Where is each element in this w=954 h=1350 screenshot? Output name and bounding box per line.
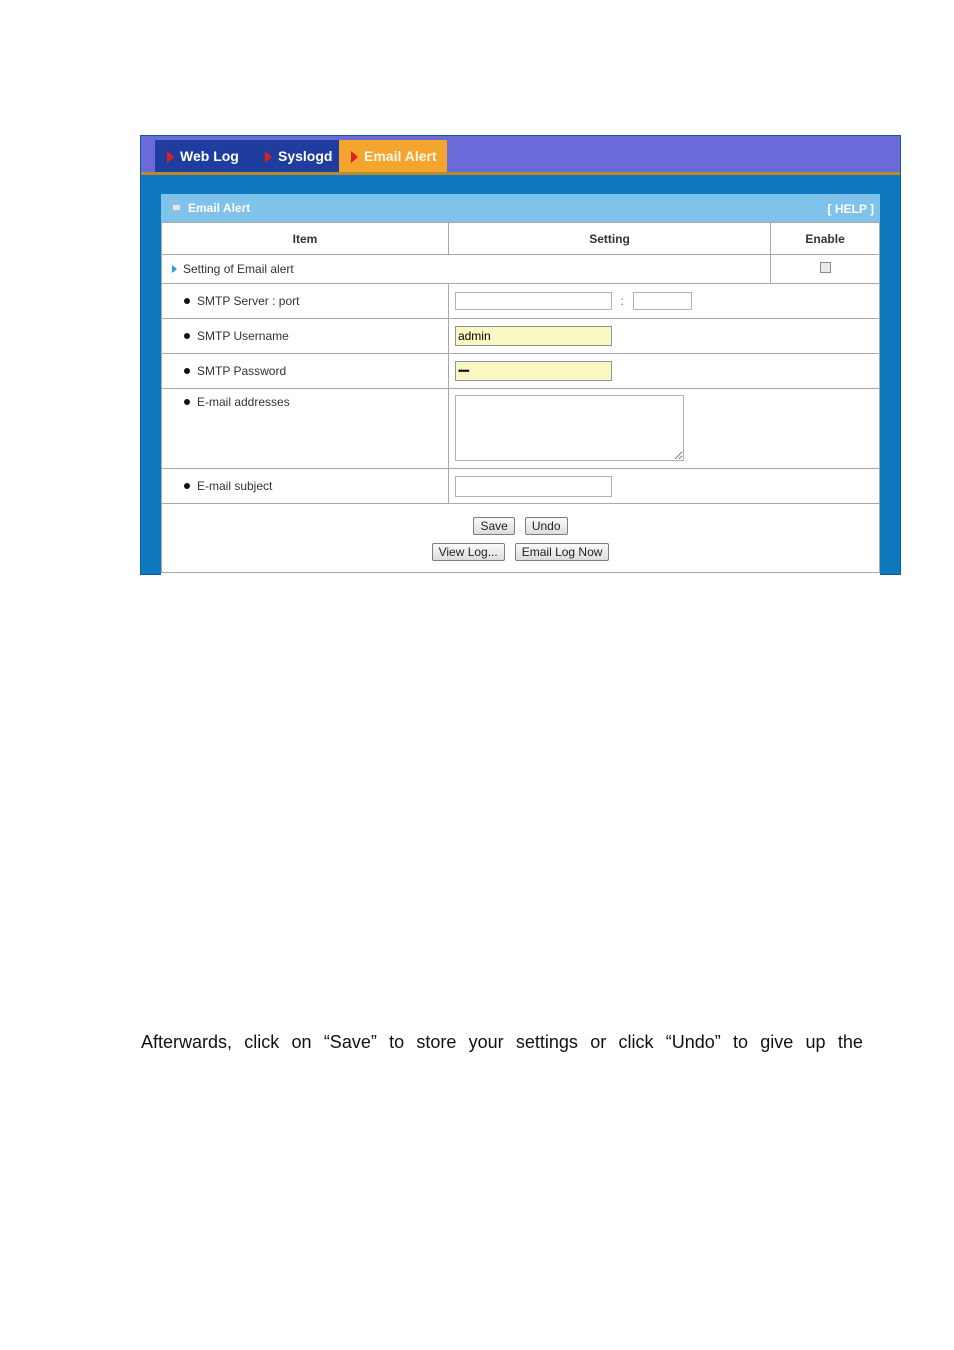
caption-word: “Undo” xyxy=(665,1032,721,1052)
help-link[interactable]: [ HELP ] xyxy=(827,202,874,216)
caption-word: or xyxy=(590,1032,607,1052)
row-label-cell xyxy=(162,319,449,354)
caption-word: click xyxy=(244,1032,280,1052)
table-header-row xyxy=(162,223,880,255)
caption-word: on xyxy=(291,1032,312,1052)
enable-checkbox[interactable] xyxy=(820,262,831,273)
table-row xyxy=(162,469,880,504)
bullet-icon xyxy=(184,399,190,405)
table-row xyxy=(162,284,880,319)
bullet-icon xyxy=(184,298,190,304)
caption-word: Afterwards, xyxy=(141,1032,233,1052)
row-label-cell xyxy=(162,354,449,389)
table-row xyxy=(162,389,880,469)
smtp-password-input[interactable] xyxy=(455,361,612,381)
row-label-cell xyxy=(162,469,449,504)
button-cell xyxy=(162,504,880,573)
settings-table xyxy=(161,222,880,573)
port-separator: : xyxy=(620,294,624,308)
undo-button[interactable]: Undo xyxy=(525,517,568,535)
button-group-secondary xyxy=(162,543,879,561)
row-setting-cell xyxy=(448,469,879,504)
section-cell xyxy=(162,255,771,284)
tab-syslogd[interactable] xyxy=(255,140,339,172)
caption-word: to xyxy=(389,1032,405,1052)
bullet-icon xyxy=(184,333,190,339)
caption-word: up xyxy=(805,1032,826,1052)
email-addresses-textarea[interactable] xyxy=(455,395,684,461)
smtp-port-input[interactable] xyxy=(633,292,692,310)
panel-header xyxy=(161,194,880,222)
bullet-icon xyxy=(184,483,190,489)
caption-word: click xyxy=(618,1032,654,1052)
email-subject-label: E-mail subject xyxy=(197,479,273,493)
caption-word: to xyxy=(732,1032,748,1052)
row-setting-cell xyxy=(448,354,879,389)
email-addresses-label: E-mail addresses xyxy=(197,395,290,409)
tab-label: Syslogd xyxy=(278,148,333,164)
table-row xyxy=(162,354,880,389)
row-setting-cell xyxy=(448,284,879,319)
view-log-button[interactable]: View Log... xyxy=(432,543,505,561)
caption-word: your xyxy=(468,1032,504,1052)
caption-word: store xyxy=(416,1032,457,1052)
save-button[interactable]: Save xyxy=(473,517,514,535)
panel-title: Email Alert xyxy=(188,201,251,215)
header-setting: Setting xyxy=(448,223,770,255)
section-label: Setting of Email alert xyxy=(183,262,294,276)
email-log-now-button[interactable]: Email Log Now xyxy=(515,543,610,561)
tab-bar xyxy=(141,136,900,175)
bullet-icon xyxy=(184,368,190,374)
button-group-primary xyxy=(162,517,879,535)
row-label-cell xyxy=(162,284,449,319)
caption-text xyxy=(141,1032,863,1053)
panel-icon xyxy=(172,204,181,211)
smtp-password-label: SMTP Password xyxy=(197,364,287,378)
arrow-right-icon xyxy=(351,151,358,163)
smtp-server-label: SMTP Server : port xyxy=(197,294,300,308)
smtp-username-label: SMTP Username xyxy=(197,329,289,343)
email-alert-frame xyxy=(140,135,901,575)
row-setting-cell xyxy=(448,319,879,354)
table-row xyxy=(162,319,880,354)
arrow-right-icon xyxy=(265,151,272,163)
button-row xyxy=(162,504,880,573)
smtp-username-input[interactable] xyxy=(455,326,612,346)
row-label-cell xyxy=(162,389,449,469)
caption-word: “Save” xyxy=(323,1032,377,1052)
email-subject-input[interactable] xyxy=(455,476,612,497)
caption-word: the xyxy=(837,1032,863,1052)
section-row xyxy=(162,255,880,284)
smtp-server-input[interactable] xyxy=(455,292,612,310)
header-enable: Enable xyxy=(771,223,880,255)
caption-word: give xyxy=(760,1032,794,1052)
triangle-right-icon xyxy=(172,265,177,273)
tab-web-log[interactable] xyxy=(155,140,255,172)
header-item: Item xyxy=(162,223,449,255)
enable-cell xyxy=(771,255,880,284)
row-setting-cell xyxy=(448,389,879,469)
tab-email-alert[interactable] xyxy=(339,140,447,172)
arrow-right-icon xyxy=(167,151,174,163)
tab-label: Web Log xyxy=(180,148,239,164)
caption-word: settings xyxy=(515,1032,578,1052)
tab-label: Email Alert xyxy=(364,148,437,164)
email-alert-panel xyxy=(161,194,880,576)
